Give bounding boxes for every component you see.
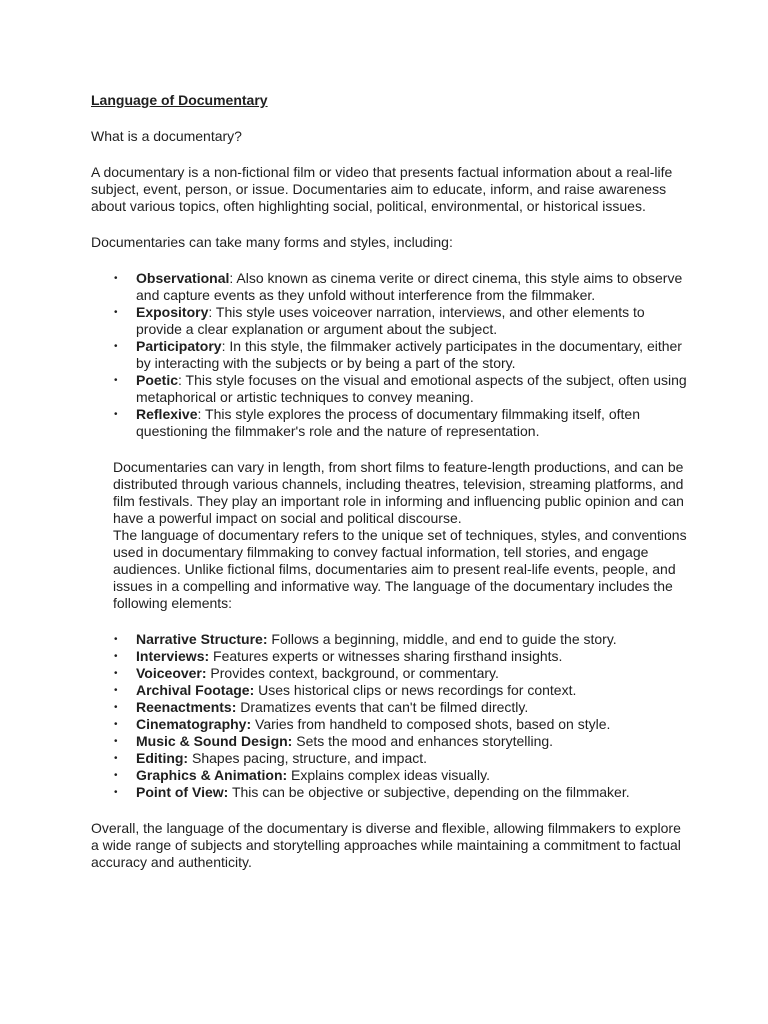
document-page	[91, 92, 691, 890]
indented-block	[91, 459, 691, 612]
list-item-desc: : This style explores the process of documentary filmmaking itself, often questioning the filmmaker's role and the nature of representation.	[136, 406, 640, 439]
list-item-term: Narrative Structure:	[136, 631, 268, 647]
list-item-term: Editing:	[136, 750, 189, 766]
list-item-desc: Follows a beginning, middle, and end to guide the story.	[267, 631, 617, 647]
list-item-desc: Provides context, background, or commentary.	[206, 665, 499, 681]
list-item	[136, 338, 691, 372]
list-item-desc: This can be objective or subjective, depending on the filmmaker.	[228, 784, 630, 800]
list-item-term: Graphics & Animation:	[136, 767, 288, 783]
list-item-desc: Shapes pacing, structure, and impact.	[188, 750, 428, 766]
list-item	[136, 784, 691, 801]
language-paragraph: The language of documentary refers to the unique set of techniques, styles, and conventions used in documentary filmmaking to convey factual information, tell stories, and engage audiences. Unlike fictional films, documentaries aim to present real-life events, people, and issues in a compelling and informative way. The language of the documentary includes the following elements:	[113, 527, 687, 611]
list-item-term: Reflexive	[136, 406, 198, 422]
list-item-term: Music & Sound Design:	[136, 733, 293, 749]
forms-intro-paragraph: Documentaries can take many forms and styles, including:	[91, 234, 453, 250]
document-title: Language of Documentary	[91, 92, 268, 108]
list-item-desc: Sets the mood and enhances storytelling.	[292, 733, 554, 749]
list-item	[136, 631, 691, 648]
list-item-desc: Dramatizes events that can't be filmed directly.	[236, 699, 529, 715]
list-item	[136, 733, 691, 750]
list-item-term: Point of View:	[136, 784, 229, 800]
length-paragraph: Documentaries can vary in length, from short films to feature-length productions, and can be distributed through various channels, including theatres, television, streaming platforms, and film festivals. They play an important role in informing and influencing public opinion and can have a powerful impact on social and political discourse.	[113, 459, 684, 526]
list-item	[136, 665, 691, 682]
list-item-term: Participatory	[136, 338, 222, 354]
list-item	[136, 699, 691, 716]
list-item	[136, 750, 691, 767]
intro-paragraph: A documentary is a non-fictional film or video that presents factual information about a real-life subject, event, person, or issue. Documentaries aim to educate, inform, and raise awareness about various topics, often highlighting social, political, environmental, or historical issues.	[91, 164, 673, 214]
list-item-term: Archival Footage:	[136, 682, 255, 698]
list-item-desc: Uses historical clips or news recordings for context.	[254, 682, 577, 698]
conclusion-paragraph: Overall, the language of the documentary is diverse and flexible, allowing filmmakers to explore a wide range of subjects and storytelling approaches while maintaining a commitment to factual accuracy and authenticity.	[91, 820, 681, 870]
list-item	[136, 406, 691, 440]
list-item-term: Observational	[136, 270, 230, 286]
list-item-desc: Features experts or witnesses sharing firsthand insights.	[209, 648, 563, 664]
list-item	[136, 270, 691, 304]
list-item-term: Interviews:	[136, 648, 210, 664]
list-item	[136, 648, 691, 665]
list-item	[136, 372, 691, 406]
list-item	[136, 682, 691, 699]
list-item-term: Reenactments:	[136, 699, 237, 715]
list-item-desc: : In this style, the filmmaker actively participates in the documentary, either by interacting with the subjects or by being a part of the story.	[136, 338, 682, 371]
question-heading: What is a documentary?	[91, 128, 242, 144]
list-item-desc: : This style uses voiceover narration, interviews, and other elements to provide a clear explanation or argument about the subject.	[136, 304, 645, 337]
list-item	[136, 716, 691, 733]
list-item-desc: : This style focuses on the visual and emotional aspects of the subject, often using metaphorical or artistic techniques to convey meaning.	[136, 372, 687, 405]
list-item-term: Voiceover:	[136, 665, 207, 681]
list-item-desc: Explains complex ideas visually.	[287, 767, 491, 783]
list-item-term: Poetic	[136, 372, 179, 388]
elements-list	[91, 631, 691, 801]
list-item	[136, 304, 691, 338]
styles-list	[91, 270, 691, 440]
list-item-desc: : Also known as cinema verite or direct cinema, this style aims to observe and capture events as they unfold without interference from the filmmaker.	[136, 270, 683, 303]
list-item-term: Expository	[136, 304, 209, 320]
list-item-term: Cinematography:	[136, 716, 252, 732]
list-item-desc: Varies from handheld to composed shots, based on style.	[251, 716, 611, 732]
list-item	[136, 767, 691, 784]
